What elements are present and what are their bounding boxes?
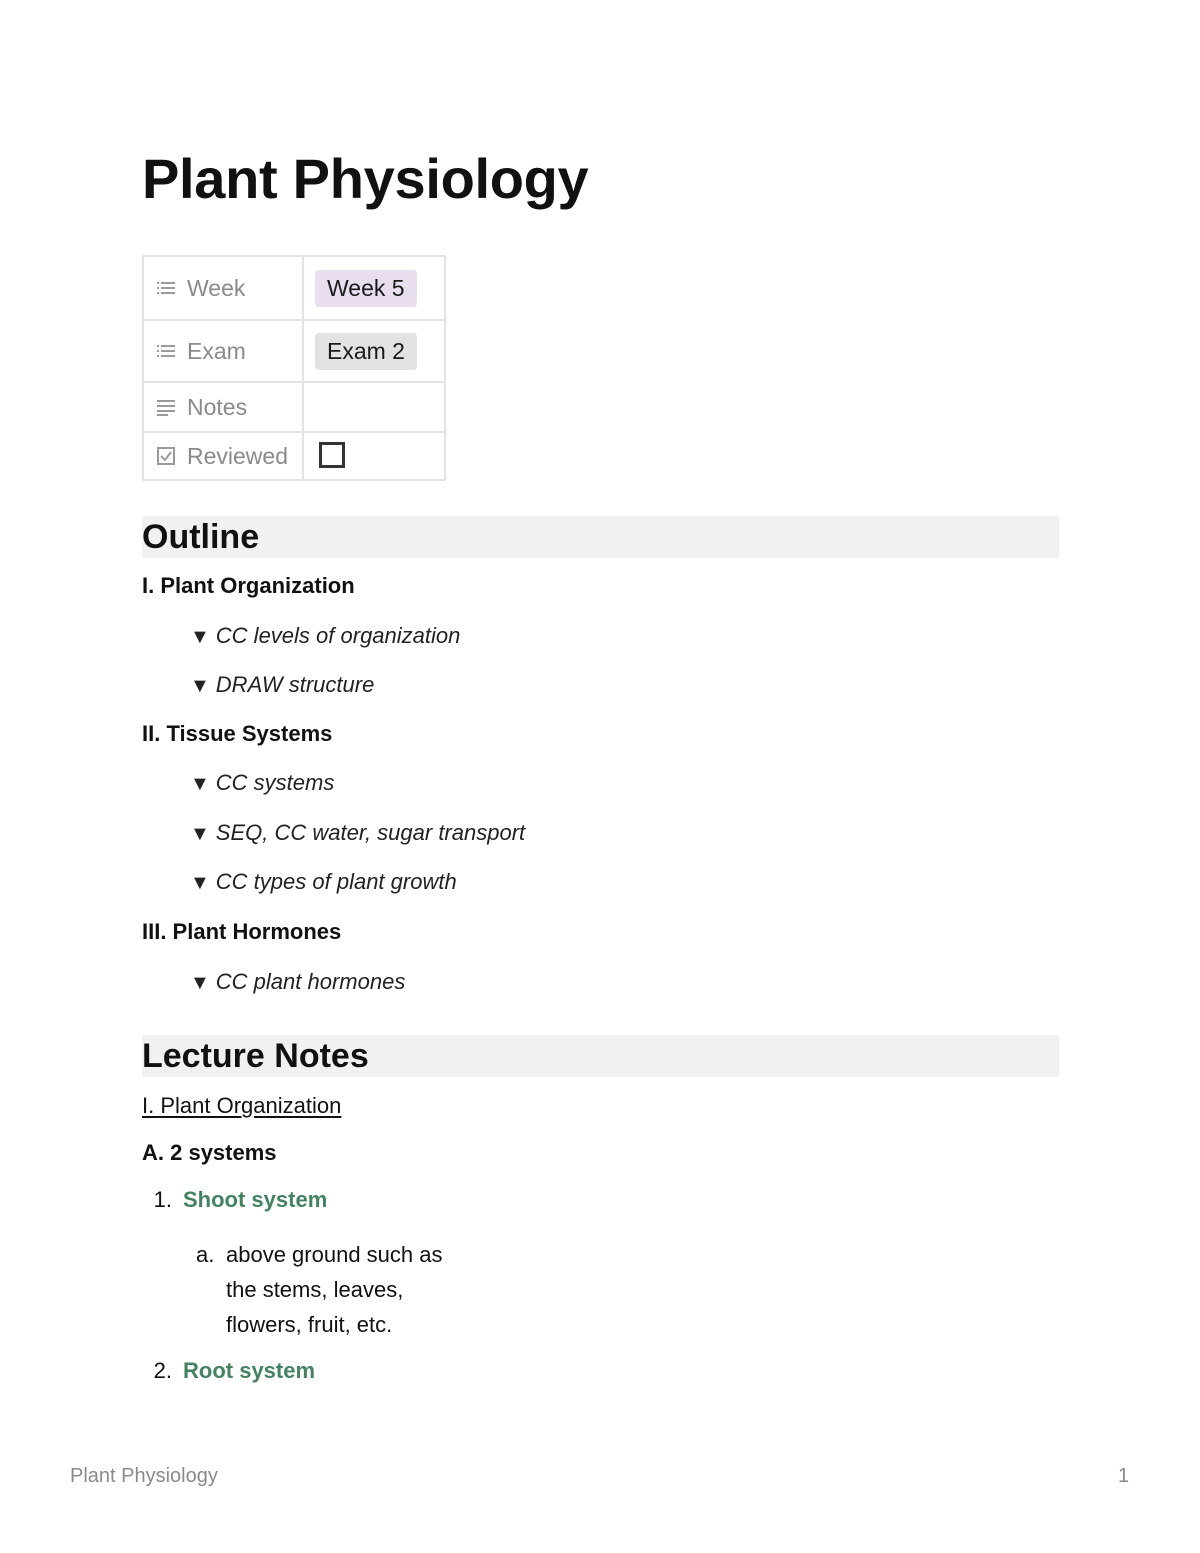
footer-title: Plant Physiology [70,1465,218,1487]
toggle-triangle-icon[interactable]: ▼ [190,972,210,994]
numbered-item-shoot [142,1186,327,1214]
properties-table [142,255,446,481]
property-label-notes: Notes [187,393,248,420]
toggle-label: DRAW structure [215,672,375,697]
lecture-notes-heading: Lecture Notes [142,1035,1059,1077]
toggle-item[interactable] [190,769,334,798]
toggle-triangle-icon[interactable]: ▼ [190,872,210,894]
toggle-label: CC plant hormones [215,969,406,994]
root-system-label: Root system [183,1358,316,1383]
toggle-triangle-icon[interactable]: ▼ [190,675,210,697]
property-label-week: Week [187,274,246,301]
property-row-notes [143,382,445,432]
list-number: 1. [153,1187,172,1212]
list-number: 2. [153,1358,172,1383]
property-label-exam: Exam [187,337,246,364]
lecture-subheading: I. Plant Organization [142,1093,342,1118]
notes-value[interactable] [303,382,445,432]
toggle-triangle-icon[interactable]: ▼ [190,773,210,795]
property-row-exam [143,320,445,382]
toggle-item[interactable] [190,622,460,651]
week-tag[interactable]: Week 5 [315,270,417,307]
checkbox-icon [156,446,176,466]
numbered-item-root [142,1357,315,1385]
toggle-item[interactable] [190,671,374,700]
property-row-reviewed [143,432,445,480]
list-icon [156,278,176,298]
sub-list-item [196,1237,476,1342]
property-label-reviewed: Reviewed [187,442,288,469]
toggle-label: CC systems [215,770,335,795]
sub-list-marker: a. [196,1242,215,1267]
sub-list-text: above ground such as the stems, leaves, flowers, fruit, etc. [226,1242,443,1337]
shoot-system-label: Shoot system [183,1187,328,1212]
outline-heading: Outline [142,516,1059,558]
text-icon [156,397,176,417]
reviewed-checkbox[interactable] [319,442,345,468]
toggle-item[interactable] [190,868,457,897]
outline-section-2: II. Tissue Systems [142,721,333,746]
outline-section-3: III. Plant Hormones [142,919,342,944]
outline-section-1: I. Plant Organization [142,573,355,598]
toggle-label: CC types of plant growth [215,869,457,894]
toggle-triangle-icon[interactable]: ▼ [190,823,210,845]
page-number: 1 [1118,1465,1130,1487]
toggle-triangle-icon[interactable]: ▼ [190,626,210,648]
toggle-label: CC levels of organization [215,623,461,648]
toggle-label: SEQ, CC water, sugar transport [215,820,526,845]
page-title: Plant Physiology [142,147,589,210]
list-icon [156,341,176,361]
toggle-item[interactable] [190,968,405,997]
toggle-item[interactable] [190,819,525,848]
exam-tag[interactable]: Exam 2 [315,333,417,370]
property-row-week [143,256,445,320]
lecture-point: A. 2 systems [142,1140,277,1165]
